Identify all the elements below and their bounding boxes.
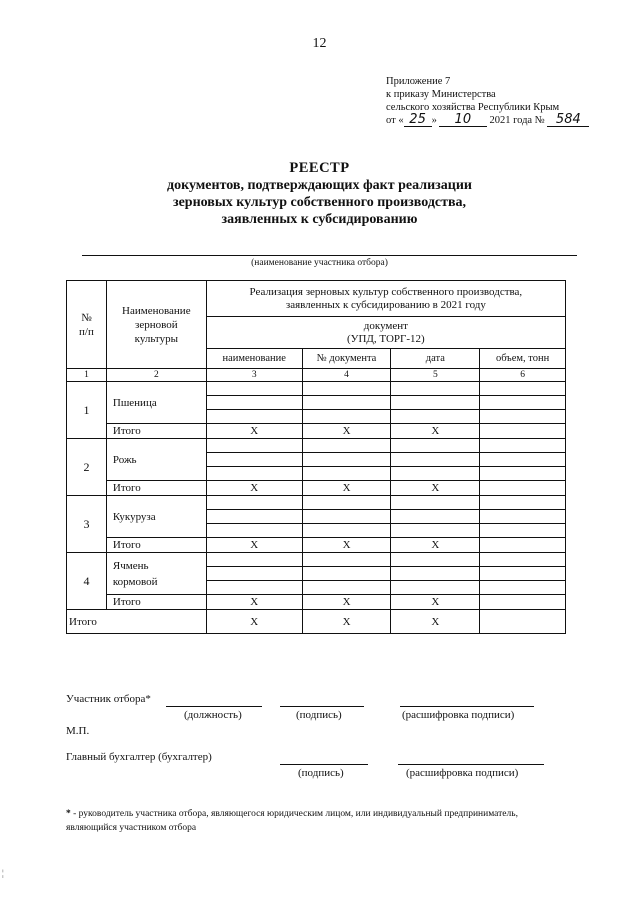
- crop-data-row: [67, 382, 566, 396]
- empty-cell: [206, 453, 302, 467]
- date-day-suffix: »: [431, 115, 437, 126]
- empty-cell: [391, 553, 480, 567]
- empty-cell: [391, 439, 480, 453]
- empty-cell: [391, 581, 480, 595]
- empty-cell: [206, 467, 302, 481]
- header-sales-group: Реализация зерновых культур собственного производства, заявленных к субсидированию в 2021 году: [206, 281, 565, 317]
- position-line: [166, 706, 262, 707]
- crop-name: Ячмень кормовой: [106, 553, 206, 595]
- subtotal-label: Итого: [106, 424, 206, 439]
- crop-name: Рожь: [106, 439, 206, 481]
- footnote-star: *: [66, 809, 71, 819]
- x-mark: X: [391, 595, 480, 610]
- header-number: № п/п: [67, 281, 107, 369]
- x-mark: X: [206, 481, 302, 496]
- x-mark: X: [206, 424, 302, 439]
- x-mark: X: [206, 610, 302, 634]
- crop-subtotal-row: [67, 595, 566, 610]
- empty-cell: [480, 424, 566, 439]
- crop-number: 3: [67, 496, 107, 553]
- crop-subtotal-row: [67, 424, 566, 439]
- title-main: РЕЕСТР: [289, 160, 350, 176]
- empty-cell: [391, 510, 480, 524]
- crop-data-row: [67, 439, 566, 453]
- grand-total-row: [67, 610, 566, 634]
- header-doc-number: № документа: [302, 349, 391, 369]
- date-day: 25: [404, 114, 432, 127]
- empty-cell: [391, 567, 480, 581]
- document-title: [0, 160, 639, 228]
- empty-cell: [391, 410, 480, 424]
- empty-cell: [480, 439, 566, 453]
- date-month: 10: [439, 114, 487, 127]
- accountant-decoding-line: [398, 764, 544, 765]
- column-index: 2: [106, 369, 206, 382]
- column-index: 6: [480, 369, 566, 382]
- header-crop-name: Наименование зерновой культуры: [106, 281, 206, 369]
- empty-cell: [480, 467, 566, 481]
- header-document: документ (УПД, ТОРГ-12): [206, 317, 565, 349]
- registry-table: [66, 280, 566, 634]
- empty-cell: [391, 496, 480, 510]
- footnote: [66, 807, 566, 835]
- empty-cell: [206, 567, 302, 581]
- caption-signature: (подпись): [296, 709, 342, 721]
- empty-cell: [206, 396, 302, 410]
- x-mark: X: [302, 481, 391, 496]
- annex-line-1: Приложение 7: [386, 76, 451, 87]
- participant-label: Участник отбора*: [66, 693, 151, 705]
- signature-line: [280, 706, 364, 707]
- date-year: 2021 года №: [489, 115, 545, 126]
- empty-cell: [206, 510, 302, 524]
- empty-cell: [206, 410, 302, 424]
- empty-cell: [206, 496, 302, 510]
- empty-cell: [302, 453, 391, 467]
- header-doc-name: наименование: [206, 349, 302, 369]
- empty-cell: [302, 567, 391, 581]
- column-index: 3: [206, 369, 302, 382]
- annex-line-3: сельского хозяйства Республики Крым: [386, 102, 560, 113]
- empty-cell: [480, 524, 566, 538]
- stamp-placeholder: М.П.: [66, 725, 90, 737]
- crop-subtotal-row: [67, 481, 566, 496]
- crop-name: Кукуруза: [106, 496, 206, 538]
- empty-cell: [391, 396, 480, 410]
- empty-cell: [391, 467, 480, 481]
- empty-cell: [206, 524, 302, 538]
- empty-cell: [302, 382, 391, 396]
- crop-subtotal-row: [67, 538, 566, 553]
- empty-cell: [206, 439, 302, 453]
- empty-cell: [480, 581, 566, 595]
- x-mark: X: [302, 424, 391, 439]
- x-mark: X: [302, 538, 391, 553]
- empty-cell: [480, 481, 566, 496]
- x-mark: X: [302, 610, 391, 634]
- annex-block: [386, 75, 589, 127]
- empty-cell: [480, 538, 566, 553]
- title-line-3: заявленных к субсидированию: [221, 212, 418, 227]
- title-line-1: документов, подтверждающих факт реализации: [167, 178, 472, 193]
- scan-edge-mark: ¦: [2, 868, 4, 878]
- empty-cell: [480, 382, 566, 396]
- title-line-2: зерновых культур собственного производства,: [172, 195, 467, 210]
- caption-signature-2: (подпись): [298, 767, 344, 779]
- empty-cell: [391, 453, 480, 467]
- x-mark: X: [391, 538, 480, 553]
- subtotal-label: Итого: [106, 481, 206, 496]
- crop-data-row: [67, 553, 566, 567]
- empty-cell: [480, 610, 566, 634]
- page-number: 12: [312, 36, 327, 51]
- empty-cell: [480, 410, 566, 424]
- annex-line-2: к приказу Министерства: [386, 89, 496, 100]
- x-mark: X: [391, 424, 480, 439]
- empty-cell: [302, 467, 391, 481]
- empty-cell: [302, 581, 391, 595]
- column-index: 4: [302, 369, 391, 382]
- participant-caption: (наименование участника отбора): [251, 258, 388, 268]
- column-numbering-row: [67, 369, 566, 382]
- header-volume: объем, тонн: [480, 349, 566, 369]
- order-number: 584: [547, 114, 589, 127]
- empty-cell: [480, 510, 566, 524]
- empty-cell: [480, 453, 566, 467]
- participant-name-line: [82, 255, 577, 256]
- empty-cell: [480, 496, 566, 510]
- x-mark: X: [391, 481, 480, 496]
- empty-cell: [302, 496, 391, 510]
- empty-cell: [480, 396, 566, 410]
- grand-total-label: Итого: [67, 610, 207, 634]
- x-mark: X: [302, 595, 391, 610]
- crop-number: 2: [67, 439, 107, 496]
- empty-cell: [302, 524, 391, 538]
- crop-number: 4: [67, 553, 107, 610]
- x-mark: X: [206, 538, 302, 553]
- empty-cell: [206, 553, 302, 567]
- empty-cell: [206, 581, 302, 595]
- date-prefix: от «: [386, 115, 404, 126]
- empty-cell: [302, 553, 391, 567]
- x-mark: X: [206, 595, 302, 610]
- footnote-text: - руководитель участника отбора, являющегося юридическим лицом, или индивидуальный предприниматель, являющийся участником отбора: [66, 809, 518, 833]
- accountant-signature-line: [280, 764, 368, 765]
- header-doc-date: дата: [391, 349, 480, 369]
- accountant-label: Главный бухгалтер (бухгалтер): [66, 751, 212, 763]
- empty-cell: [302, 410, 391, 424]
- empty-cell: [206, 382, 302, 396]
- empty-cell: [480, 567, 566, 581]
- empty-cell: [391, 524, 480, 538]
- caption-decoding-2: (расшифровка подписи): [406, 767, 519, 779]
- empty-cell: [302, 396, 391, 410]
- crop-data-row: [67, 496, 566, 510]
- crop-number: 1: [67, 382, 107, 439]
- subtotal-label: Итого: [106, 595, 206, 610]
- empty-cell: [391, 382, 480, 396]
- empty-cell: [480, 595, 566, 610]
- caption-decoding: (расшифровка подписи): [402, 709, 515, 721]
- decoding-line: [400, 706, 534, 707]
- crop-name: Пшеница: [106, 382, 206, 424]
- empty-cell: [302, 439, 391, 453]
- subtotal-label: Итого: [106, 538, 206, 553]
- column-index: 1: [67, 369, 107, 382]
- caption-position: (должность): [184, 709, 242, 721]
- column-index: 5: [391, 369, 480, 382]
- empty-cell: [302, 510, 391, 524]
- x-mark: X: [391, 610, 480, 634]
- empty-cell: [480, 553, 566, 567]
- annex-date-line: [386, 114, 589, 127]
